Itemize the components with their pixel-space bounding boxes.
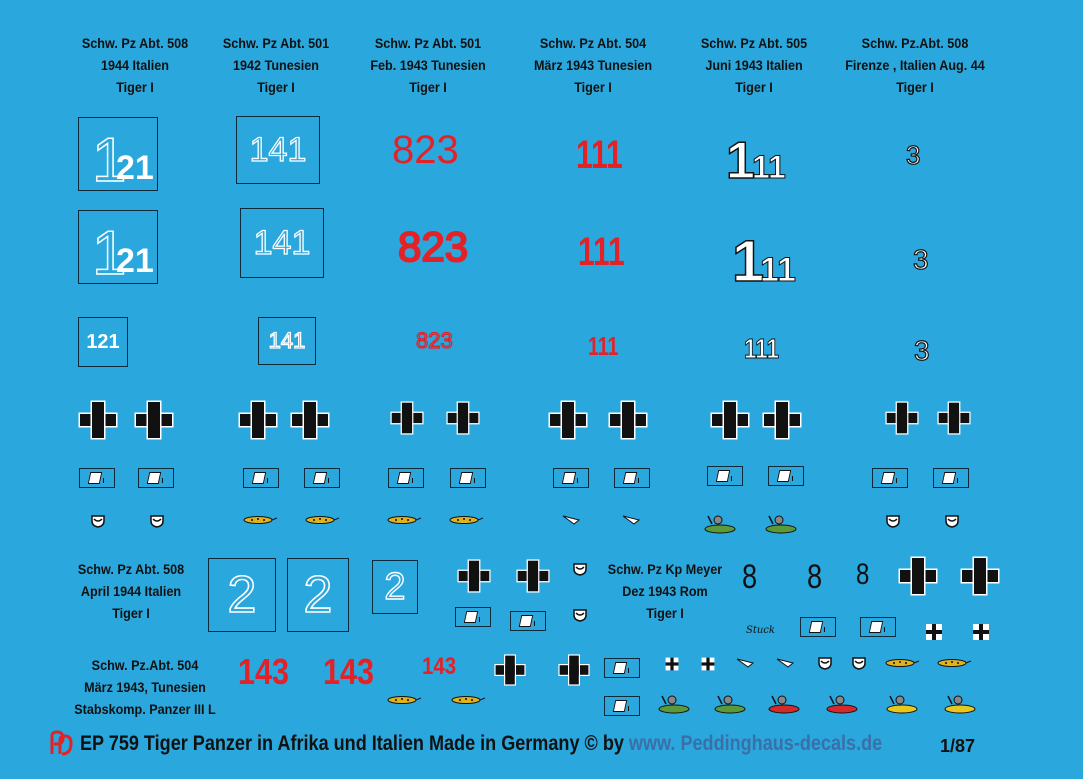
svg-text:1: 1 [92,126,127,195]
number-111-white-1 [724,132,786,190]
panther-emblem-icon [384,695,422,705]
balkenkreuz-icon [962,558,998,594]
panther-emblem-icon [448,695,486,705]
balkenkreuz-icon [610,402,646,438]
number-141-box-small [258,317,316,365]
balkenkreuz-icon [900,558,936,594]
panther-emblem-icon [302,515,340,525]
svg-text:11: 11 [760,251,796,289]
shield-icon [818,656,832,670]
unit-emblem-icon [604,696,640,716]
number-2-large: 2 [227,566,257,624]
shield-icon [886,514,900,528]
number-111-red-small: 111 [588,331,619,361]
unit-emblem-icon [138,468,174,488]
number-3-1: 3 [906,140,921,170]
header-501-1942: Schw. Pz Abt. 501 1942 Tunesien Tiger I [222,35,330,95]
number-143-small: 143 [422,653,457,680]
number-141-box-1 [236,116,320,184]
number-121-box-1 [78,117,158,195]
svg-text:21: 21 [116,242,154,280]
balkenkreuz-icon [712,402,748,438]
balkenkreuz-icon [448,403,479,434]
maltese-cross-icon [926,624,942,640]
number-8-1: 8 [742,558,758,596]
balkenkreuz-icon [496,656,525,685]
unit-emblem-icon [860,617,896,637]
balkenkreuz-icon [560,656,589,685]
number-3-3: 3 [914,335,930,366]
balkenkreuz-icon [392,403,423,434]
unit-emblem-icon [243,468,279,488]
knight-emblem-icon [656,692,694,716]
number-121-box-2 [78,210,158,288]
number-823-small: 823 [416,328,453,353]
shield-icon [150,514,164,528]
number-2-large: 2 [303,566,333,624]
number-3-2: 3 [913,244,929,275]
number-8-2: 8 [807,558,823,596]
knight-emblem-red-icon [824,692,862,716]
number-121-glyph [82,121,154,195]
unit-emblem-icon [455,607,491,627]
number-2-box-1 [208,558,276,632]
panther-emblem-icon [446,515,484,525]
number-111-red-1: 111 [576,133,623,177]
unit-emblem-icon [707,466,743,486]
unit-emblem-icon [604,658,640,678]
svg-text:1: 1 [726,132,755,190]
knight-emblem-icon [712,692,750,716]
svg-text:1: 1 [732,229,765,294]
balkenkreuz-icon [939,403,970,434]
knight-emblem-red-icon [766,692,804,716]
unit-emblem-icon [510,611,546,631]
balkenkreuz-icon [240,402,276,438]
unit-emblem-icon [450,468,486,488]
pennant-icon [622,515,640,525]
unit-emblem-icon [79,468,115,488]
shield-icon [852,656,866,670]
number-111-white-2 [730,229,796,294]
number-143-2: 143 [323,651,375,692]
unit-emblem-icon [553,468,589,488]
number-2-small: 2 [384,565,406,608]
header-508-april-1944: Schw. Pz Abt. 508 April 1944 Italien Tiger I [77,561,185,621]
header-508-1944: Schw. Pz Abt. 508 1944 Italien Tiger I [81,35,189,95]
shield-icon [573,562,587,576]
footer-main: EP 759 Tiger Panzer in Afrika und Italien Made in Germany © by [80,732,624,755]
pennant-icon [562,515,580,525]
shield-icon [945,514,959,528]
header-kp-meyer: Schw. Pz Kp Meyer Dez 1943 Rom Tiger I [607,561,723,621]
panther-emblem-icon [384,515,422,525]
balkenkreuz-icon [764,402,800,438]
knight-emblem-icon [702,512,740,536]
unit-emblem-icon [800,617,836,637]
balkenkreuz-icon [550,402,586,438]
signature-logo: Stuck [746,625,775,636]
number-8-3: 8 [856,558,870,591]
number-2-box-3 [372,560,418,614]
balkenkreuz-icon [292,402,328,438]
pennant-icon [776,658,794,668]
maltese-cross-icon [702,658,715,671]
footer-url[interactable]: www. Peddinghaus-decals.de [628,732,883,755]
number-823-2: 823 [398,223,469,270]
header-504-1943: Schw. Pz Abt. 504 März 1943 Tunesien Tiger I [533,35,653,95]
unit-emblem-icon [933,468,969,488]
header-505-1943: Schw. Pz Abt. 505 Juni 1943 Italien Tiger I [700,35,808,95]
pennant-icon [736,658,754,668]
unit-emblem-icon [304,468,340,488]
shield-icon [91,514,105,528]
maltese-cross-icon [973,624,989,640]
svg-text:1: 1 [92,219,127,288]
number-121-box-small [78,317,128,367]
unit-emblem-icon [614,468,650,488]
header-508-firenze: Schw. Pz.Abt. 508 Firenze , Italien Aug. 44 Tiger I [845,35,985,95]
footer-title [80,732,882,756]
svg-text:11: 11 [752,149,786,185]
number-2-box-2 [287,558,349,632]
unit-emblem-icon [388,468,424,488]
panther-emblem-icon [934,658,972,668]
number-141-small: 141 [268,328,306,353]
number-121-small: 121 [86,330,120,353]
svg-text:21: 21 [116,149,154,187]
balkenkreuz-icon [459,561,490,592]
scale-label: 1/87 [940,736,976,756]
number-111-white-small: 111 [744,333,779,364]
unit-emblem-icon [872,468,908,488]
number-143-1: 143 [238,651,290,692]
knight-emblem-yellow-icon [884,692,922,716]
peddinghaus-logo-icon [48,730,74,758]
number-111-red-2: 111 [578,230,625,274]
unit-emblem-icon [768,466,804,486]
header-504-stabskomp: Schw. Pz.Abt. 504 März 1943, Tunesien Stabskomp. Panzer III L [74,657,216,717]
shield-icon [573,608,587,622]
knight-emblem-yellow-icon [942,692,980,716]
number-121-glyph [82,214,154,288]
maltese-cross-icon [666,658,679,671]
panther-emblem-icon [882,658,920,668]
balkenkreuz-icon [887,403,918,434]
number-141-large: 141 [253,223,311,262]
number-823-1: 823 [392,128,459,172]
balkenkreuz-icon [518,561,549,592]
number-141-box-2 [240,208,324,278]
panther-emblem-icon [240,515,278,525]
balkenkreuz-icon [136,402,172,438]
balkenkreuz-icon [80,402,116,438]
header-501-1943: Schw. Pz Abt. 501 Feb. 1943 Tunesien Tiger I [370,35,486,95]
knight-emblem-icon [763,512,801,536]
number-141-large: 141 [249,130,307,169]
